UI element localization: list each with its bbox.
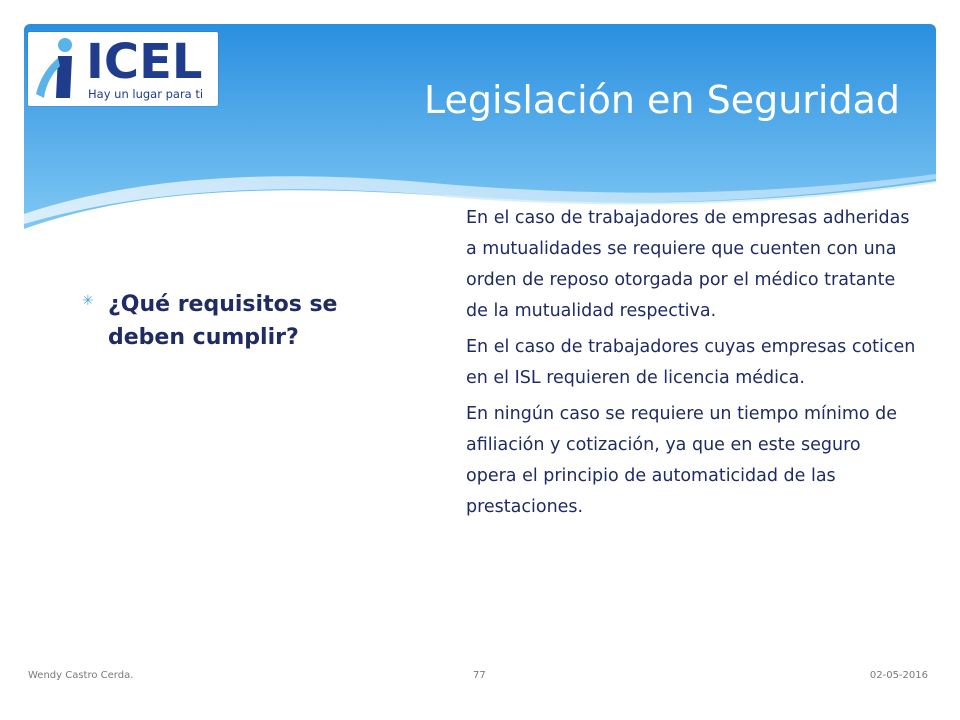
page-number: 77	[473, 670, 486, 681]
body-text	[466, 203, 916, 528]
paragraph-isl: En el caso de trabajadores cuyas empresas coticen en el ISL requieren de licencia médica.	[466, 337, 916, 388]
logo-wordmark: ICEL	[86, 34, 203, 90]
paragraph-automaticidad: En ningún caso se requiere un tiempo mínimo de afiliación y cotización, ya que en este seguro opera el principio de automaticidad de las prestaciones.	[466, 404, 898, 517]
paragraph-mutualidades: En el caso de trabajadores de empresas adheridas a mutualidades se requiere que cuenten con una orden de reposo otorgada por el médico tratante de la mutualidad respectiva.	[466, 208, 910, 321]
footer	[28, 670, 928, 686]
footer-author: Wendy Castro Cerda.	[28, 670, 134, 681]
icel-logo	[28, 32, 218, 106]
question-text: ¿Qué requisitos se deben cumplir?	[108, 292, 338, 350]
person-logo-icon	[32, 36, 82, 102]
logo-tagline: Hay un lugar para ti	[88, 87, 204, 101]
footer-date: 02-05-2016	[869, 670, 928, 681]
asterisk-bullet-icon: ✳	[82, 293, 94, 309]
slide-title: Legislación en Seguridad	[423, 78, 900, 122]
question-bullet	[82, 288, 382, 354]
